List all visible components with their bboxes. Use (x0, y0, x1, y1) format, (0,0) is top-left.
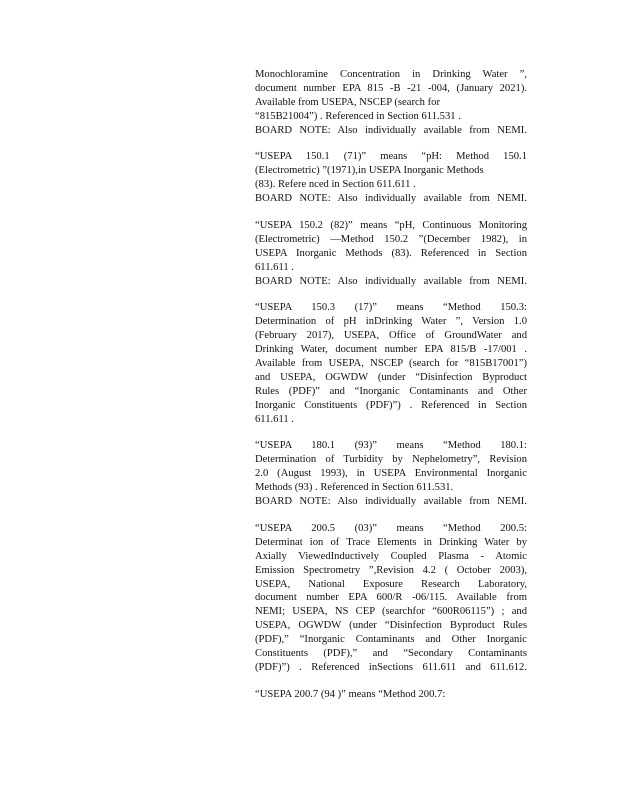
text-line: USEPA, National Exposure Research Laboratory, (255, 578, 527, 590)
text-line: USEPA, OGWDW (under “Disinfection Byproduct Rules (255, 620, 527, 632)
text-line: Determination of Turbidity by Nephelometry”, Revision (255, 454, 527, 466)
text-line: “USEPA 150.2 (82)” means “pH, Continuous Monitoring (255, 220, 527, 232)
text-line: (Electrometric) —Method 150.2 ”(December 1982), in (255, 233, 527, 245)
paragraph (255, 219, 527, 288)
paragraph (255, 68, 527, 137)
text-line: BOARD NOTE: Also individually available from NEMI. (255, 193, 527, 205)
text-line: Inorganic Constituents (PDF)”) . Referenced in Section (255, 399, 527, 411)
text-line: (PDF)”) . Referenced inSections 611.611 and 611.612. (255, 661, 527, 673)
text-line: BOARD NOTE: Also individually available from NEMI. (255, 124, 527, 136)
text-line: (February 2017), USEPA, Office of GroundWater and (255, 330, 527, 342)
text-line: (83). Refere nced in Section 611.611 . (255, 179, 416, 191)
text-line: BOARD NOTE: Also individually available from NEMI. (255, 275, 527, 287)
text-line: (Electrometric) ”(1971),in USEPA Inorganic Methods (255, 165, 484, 177)
paragraph (255, 688, 527, 702)
text-line: 611.611 . (255, 413, 294, 425)
text-line: Methods (93) . Referenced in Section 611.531. (255, 482, 454, 494)
text-line: 2.0 (August 1993), in USEPA Environmental Inorganic (255, 468, 527, 480)
text-line: Emission Spectrometry ”,Revision 4.2 ( October 2003), (255, 564, 527, 576)
text-line: NEMI; USEPA, NS CEP (searchfor “600R06115”) ; and (255, 606, 527, 618)
paragraph (255, 522, 527, 675)
text-line: and USEPA, OGWDW (under “Disinfection Byproduct (255, 371, 527, 383)
text-line: document number EPA 600/R -06/115. Available from (255, 592, 527, 604)
text-line: 611.611 . (255, 261, 294, 273)
text-line: “815B21004”) . Referenced in Section 611.531 . (255, 110, 461, 122)
text-line: “USEPA 200.7 (94 )” means “Method 200.7: (255, 688, 446, 700)
paragraph (255, 439, 527, 508)
text-line: BOARD NOTE: Also individually available from NEMI. (255, 496, 527, 508)
text-line: “USEPA 150.3 (17)” means “Method 150.3: (255, 302, 527, 314)
text-line: USEPA Inorganic Methods (83). Referenced in Section (255, 247, 527, 259)
text-column (255, 68, 527, 715)
text-line: (PDF),” “Inorganic Contaminants and Other Inorganic (255, 634, 527, 646)
text-line: Determinat ion of Trace Elements in Drinking Water by (255, 536, 527, 548)
text-line: Axially ViewedInductively Coupled Plasma - Atomic (255, 550, 527, 562)
paragraph (255, 150, 527, 206)
text-line: Rules (PDF)” and “Inorganic Contaminants and Other (255, 385, 527, 397)
text-line: “USEPA 150.1 (71)” means “pH: Method 150.1 (255, 151, 527, 163)
text-line: Determination of pH inDrinking Water ”, Version 1.0 (255, 316, 527, 328)
text-line: “USEPA 200.5 (03)” means “Method 200.5: (255, 522, 527, 534)
text-line: document number EPA 815 -B -21 -004, (January 2021). (255, 82, 527, 94)
paragraph (255, 301, 527, 426)
text-line: Available from USEPA, NSCEP (search for (255, 96, 440, 108)
text-line: Drinking Water, document number EPA 815/B -17/001 . (255, 344, 527, 356)
text-line: Available from USEPA, NSCEP (search for “815B17001”) (255, 358, 527, 370)
text-line: Constituents (PDF),” and “Secondary Contaminants (255, 647, 527, 659)
text-line: Monochloramine Concentration in Drinking Water ”, (255, 69, 527, 80)
text-line: “USEPA 180.1 (93)” means “Method 180.1: (255, 440, 527, 452)
